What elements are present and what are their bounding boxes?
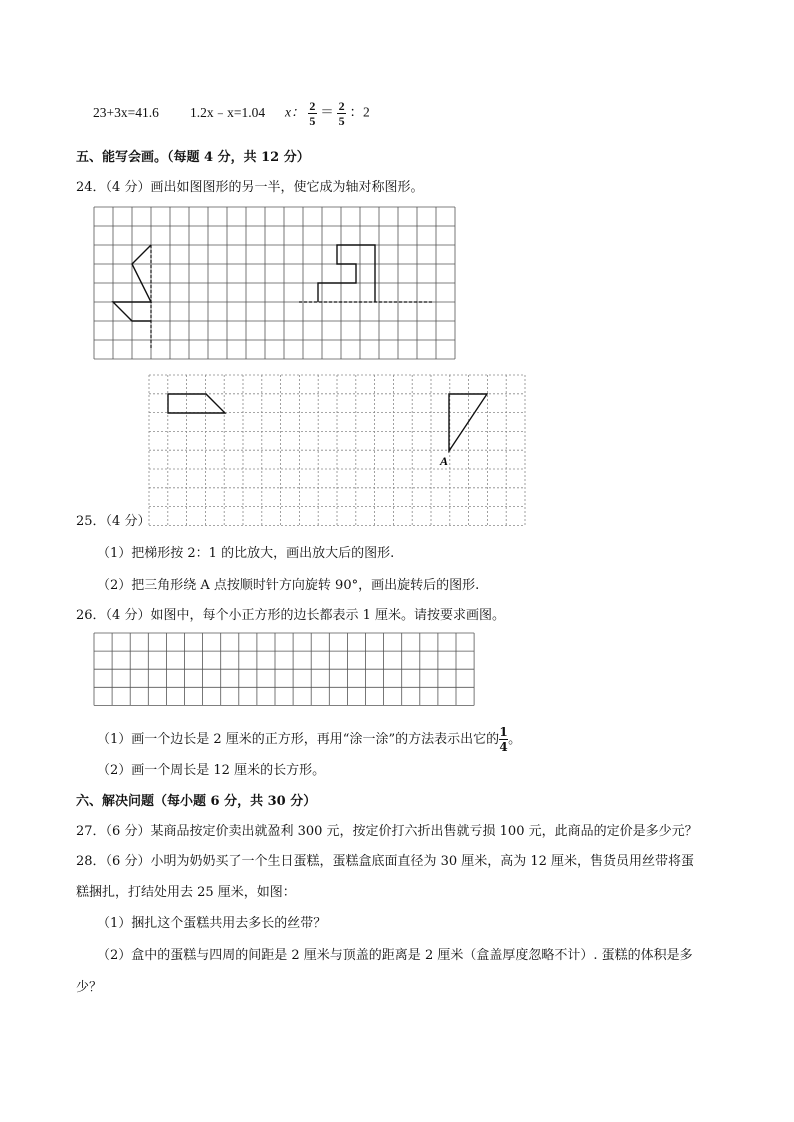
question-25-sub-1: （1）把梯形按 2：1 的比放大，画出放大后的图形.: [97, 546, 395, 561]
grid-25: [149, 375, 529, 535]
half-figure-right: [318, 245, 375, 302]
section-5-title: 五、能写会画。（每题 4 分，共 12 分）: [76, 150, 310, 165]
question-28-sub-1: （1）捆扎这个蛋糕共用去多长的丝带？: [97, 916, 327, 931]
question-28-line-2: 糕捆扎，打结处用去 25 厘米，如图：: [76, 885, 296, 900]
equation-3-left: x：: [285, 104, 305, 120]
question-27-text: 27．（6 分）某商品按定价卖出就盈利 300 元，按定价打六折出售就亏损 100 元，此商品的定价是多少元？: [76, 824, 698, 839]
grid-24: [94, 207, 454, 367]
question-26-sub-1: [97, 726, 521, 753]
question-26-text: 26．（4 分）如图中，每个小正方形的边长都表示 1 厘米。请按要求画图。: [76, 608, 505, 623]
question-24-text: 24．（4 分）画出如图图形的另一半，使它成为轴对称图形。: [76, 180, 424, 195]
equation-3-right: ：2: [349, 104, 370, 120]
point-a-label: A: [440, 454, 449, 468]
question-26-sub-1-end: 。: [508, 732, 522, 747]
equation-3-equals: ＝: [320, 104, 334, 120]
question-28-sub-2-line-2: 少？: [76, 980, 103, 995]
grid-26: [94, 633, 484, 713]
fraction-2-5-b: $\frac{2}{5}$: [338, 99, 345, 128]
fraction-2-5-a: $\frac{2}{5}$: [309, 99, 316, 128]
trapezoid: [168, 394, 225, 413]
equation-2: 1.2x﹣x=1.04: [190, 105, 266, 120]
question-28-line-1: 28．（6 分）小明为奶奶买了一个生日蛋糕，蛋糕盒底面直径为 30 厘米，高为 12 厘米，售货员用丝带将蛋: [76, 854, 695, 869]
question-28-sub-2-line-1: （2）盒中的蛋糕与四周的间距是 2 厘米与顶盖的距离是 2 厘米（盒盖厚度忽略不计）. 蛋糕的体积是多: [97, 948, 693, 963]
question-25-sub-2: （2）把三角形绕 A 点按顺时针方向旋转 90°，画出旋转后的图形.: [97, 578, 480, 593]
triangle: [449, 394, 487, 451]
question-26-sub-2: （2）画一个周长是 12 厘米的长方形。: [97, 763, 326, 778]
fraction-1-4: $\frac{1}{4}$: [499, 725, 508, 754]
question-26-sub-1-text: （1）画一个边长是 2 厘米的正方形，再用“涂一涂”的方法表示出它的: [97, 732, 500, 747]
equation-1: 23+3x=41.6: [93, 105, 159, 120]
question-25-label: 25．（4 分）: [76, 514, 151, 529]
section-6-title: 六、解决问题（每小题 6 分，共 30 分）: [76, 794, 317, 809]
equation-3: [285, 100, 370, 127]
